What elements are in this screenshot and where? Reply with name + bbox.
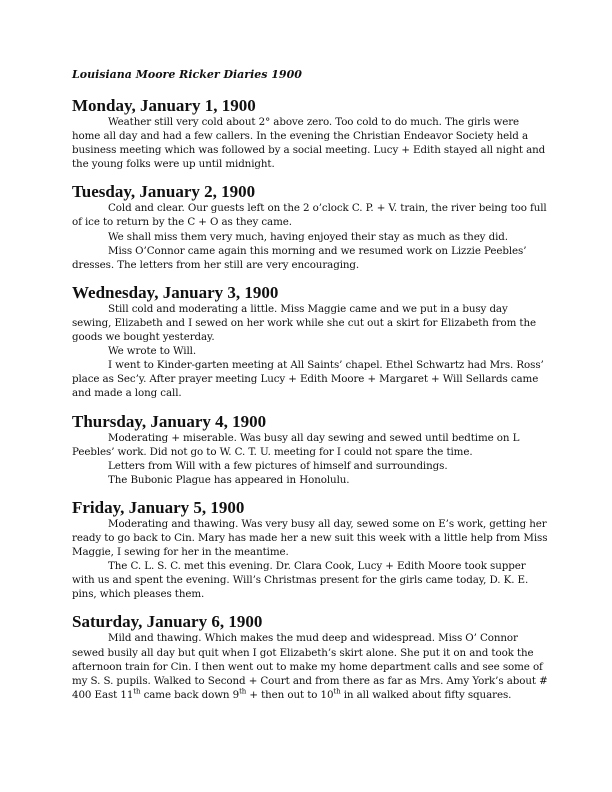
entry-paragraph: Miss O’Connor came again this morning and we resumed work on Lizzie Peebles’ dresses. The letters from her still are very encouraging. [72, 244, 527, 271]
entry-date: Monday, January 1, 1900 [72, 96, 256, 115]
entry-paragraph: Weather still very cold about 2° above zero. Too cold to do much. The girls were home all day and had a few callers. In the evening the Christian Endeavor Society held a business meeting which was followed by a social meeting. Lucy + Edith stayed all night and the young folks were up until midnight. [72, 116, 546, 171]
entry-paragraph: Letters from Will with a few pictures of himself and surroundings. [108, 459, 448, 472]
entry-paragraph: I went to Kinder-garten meeting at All Saints’ chapel. Ethel Schwartz had Mrs. Ross’ place as Sec’y. After prayer meeting Lucy + Edith Moore + Margaret + Will Sellards came and made a long call. [72, 359, 544, 400]
entry-paragraph: We wrote to Will. [108, 345, 197, 358]
entry-paragraph: Moderating + miserable. Was busy all day sewing and sewed until bedtime on L Peebles’ work. Did not go to W. C. T. U. meeting for I could not spare the time. [72, 431, 520, 458]
entry-paragraph: Mild and thawing. Which makes the mud deep and widespread. Miss O’ Connor sewed busily all day but quit when I got Elizabeth’s skirt alone. She put it on and took the afternoon train for Cin. I then went out to make my home department calls and see some of my S. S. pupils. Walked to Second + Court and from there as far as Mrs. Amy York’s about # 400 East 11th came back down 9th + then out to 10th in all walked about fifty squares. [72, 632, 548, 701]
diary-entry [72, 182, 550, 271]
entry-paragraph: Cold and clear. Our guests left on the 2 o’clock C. P. + V. train, the river being too full of ice to return by the C + O as they came. [72, 202, 547, 229]
entry-date: Wednesday, January 3, 1900 [72, 282, 279, 302]
entry-paragraph: We shall miss them very much, having enjoyed their stay as much as they did. [108, 230, 508, 243]
diary-entry [72, 612, 550, 701]
entry-paragraph: The C. L. S. C. met this evening. Dr. Clara Cook, Lucy + Edith Moore took supper with us and spent the evening. Will’s Christmas present for the girls came today, D. K. E. pins, which pleases them. [72, 560, 529, 601]
entry-date: Thursday, January 4, 1900 [72, 411, 267, 431]
ordinal-suffix: th [333, 687, 341, 696]
entry-date: Saturday, January 6, 1900 [72, 612, 263, 632]
entry-paragraph: The Bubonic Plague has appeared in Honolulu. [108, 473, 350, 486]
diary-entry [72, 96, 550, 171]
diary-entry [72, 283, 550, 401]
entry-paragraph: Still cold and moderating a little. Miss Maggie came and we put in a busy day sewing, Elizabeth and I sewed on her work while she cut out a skirt for Elizabeth from the goods we bought yesterday. [72, 302, 536, 344]
entry-date: Friday, January 5, 1900 [72, 497, 245, 517]
entry-date: Tuesday, January 2, 1900 [72, 182, 256, 202]
diary-entry [72, 412, 550, 487]
ordinal-suffix: th [133, 687, 141, 696]
entry-paragraph: Moderating and thawing. Was very busy all day, sewed some on E’s work, getting her ready to go back to Cin. Mary has made her a new suit this week with a little help from Miss Maggie, I sewing for her in the meantime. [72, 517, 548, 559]
document-title: Louisiana Moore Ricker Diaries 1900 [72, 68, 302, 81]
diary-entry [72, 498, 550, 602]
ordinal-suffix: th [239, 687, 247, 696]
diary-page [72, 68, 550, 713]
